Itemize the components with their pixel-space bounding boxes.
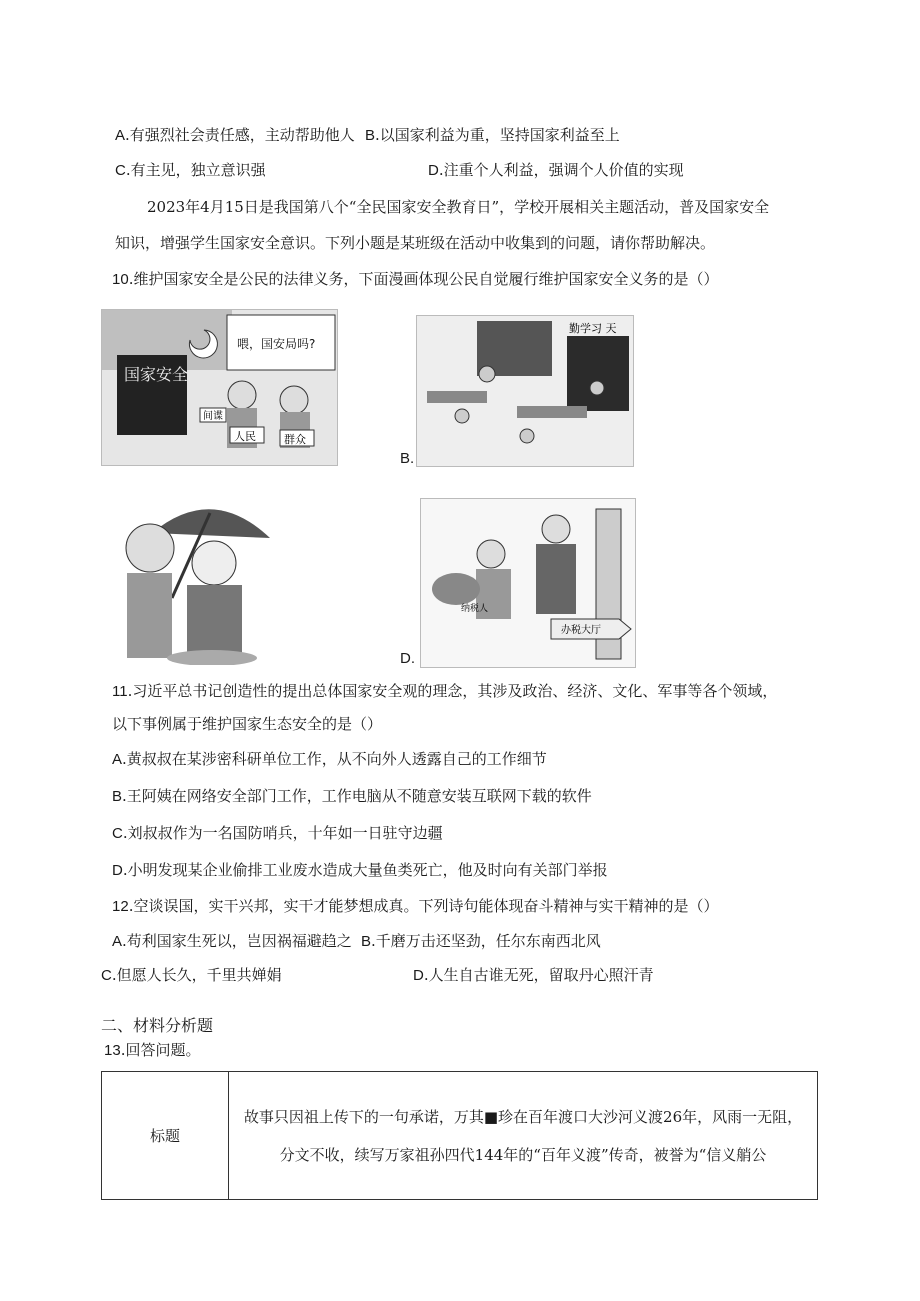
q10-image-c: [101, 487, 271, 666]
svg-text:群众: 群众: [284, 433, 306, 446]
intro-line-1: 2023年4月15日是我国第八个“全民国家安全教育日”，学校开展相关主题活动，普及国家安全: [147, 198, 770, 216]
q12-option-d: D.人生自古谁无死，留取丹心照汗青: [413, 966, 654, 984]
table-body-line-2: 分文不收，续写万家祖孙四代144年的“百年义渡”传奇，被誉为“信义艄公: [279, 1145, 767, 1164]
svg-text:国家安全: 国家安全: [124, 365, 189, 384]
table-row: [102, 1072, 818, 1200]
table-title-cell: 标题: [102, 1072, 229, 1200]
q11-stem-line-2: 以下事例属于维护国家生态安全的是（）: [112, 715, 383, 733]
svg-text:人民: 人民: [234, 430, 256, 443]
comic-tax-payment-icon: [421, 499, 635, 667]
q10-image-d-label: D.: [400, 650, 415, 667]
q11-option-b: B.王阿姨在网络安全部门工作，工作电脑从不随意安装互联网下载的软件: [112, 787, 592, 805]
q11-option-d: D.小明发现某企业偷排工业废水造成大量鱼类死亡，他及时向有关部门举报: [112, 861, 608, 879]
q11-stem-line-1: 11.习近平总书记创造性的提出总体国家安全观的理念，其涉及政治、经济、文化、军事等各个领域，: [112, 682, 778, 700]
svg-text:勤学习 天: 勤学习 天: [569, 322, 617, 335]
q12-option-b: B.千磨万击还坚劲，任尔东南西北风: [361, 932, 601, 950]
q10-image-a: [101, 309, 338, 466]
q9-option-d: D.注重个人利益，强调个人价值的实现: [428, 161, 684, 179]
comic-classroom-icon: [417, 316, 633, 466]
table-body-line-1: 故事只因祖上传下的一句承诺，万其■珍在百年渡口大沙河义渡26年，风雨一无阻，: [243, 1107, 803, 1126]
q11-option-a: A.黄叔叔在某涉密科研单位工作，从不向外人透露自己的工作细节: [112, 750, 547, 768]
q10-image-b: [416, 315, 634, 467]
svg-text:纳税人: 纳税人: [461, 604, 489, 614]
q10-image-b-label: B.: [400, 450, 415, 467]
q12-stem: 12.空谈误国，实干兴邦，实干才能梦想成真。下列诗句能体现奋斗精神与实干精神的是（）: [112, 897, 719, 915]
q9-option-b: B.以国家利益为重，坚持国家利益至上: [365, 126, 620, 144]
q13-stem: 13.回答问题。: [104, 1041, 201, 1059]
section-title: 二、材料分析题: [101, 1018, 214, 1035]
svg-text:喂，国安局吗?: 喂，国安局吗?: [237, 337, 316, 351]
intro-line-2: 知识，增强学生国家安全意识。下列小题是某班级在活动中收集到的问题，请你帮助解决。: [115, 234, 716, 252]
q13-material-table: [101, 1071, 818, 1200]
q10-image-d: [420, 498, 636, 668]
q12-option-a: A.苟利国家生死以，岂因祸福避趋之: [112, 932, 352, 950]
svg-text:间谍: 间谍: [203, 411, 223, 422]
q12-option-c: C.但愿人长久，千里共婵娟: [101, 966, 282, 984]
comic-spy-report-icon: [102, 310, 337, 465]
table-body-cell: [229, 1072, 818, 1200]
q11-option-c: C.刘叔叔作为一名国防哨兵，十年如一日驻守边疆: [112, 824, 443, 842]
svg-text:办税大厅: 办税大厅: [561, 625, 601, 636]
q9-option-a: A.有强烈社会责任感，主动帮助他人: [115, 126, 355, 144]
comic-umbrella-elder-icon: [102, 488, 270, 665]
q9-option-c: C.有主见，独立意识强: [115, 161, 266, 179]
q10-stem: 10.维护国家安全是公民的法律义务，下面漫画体现公民自觉履行维护国家安全义务的是（）: [112, 270, 719, 288]
